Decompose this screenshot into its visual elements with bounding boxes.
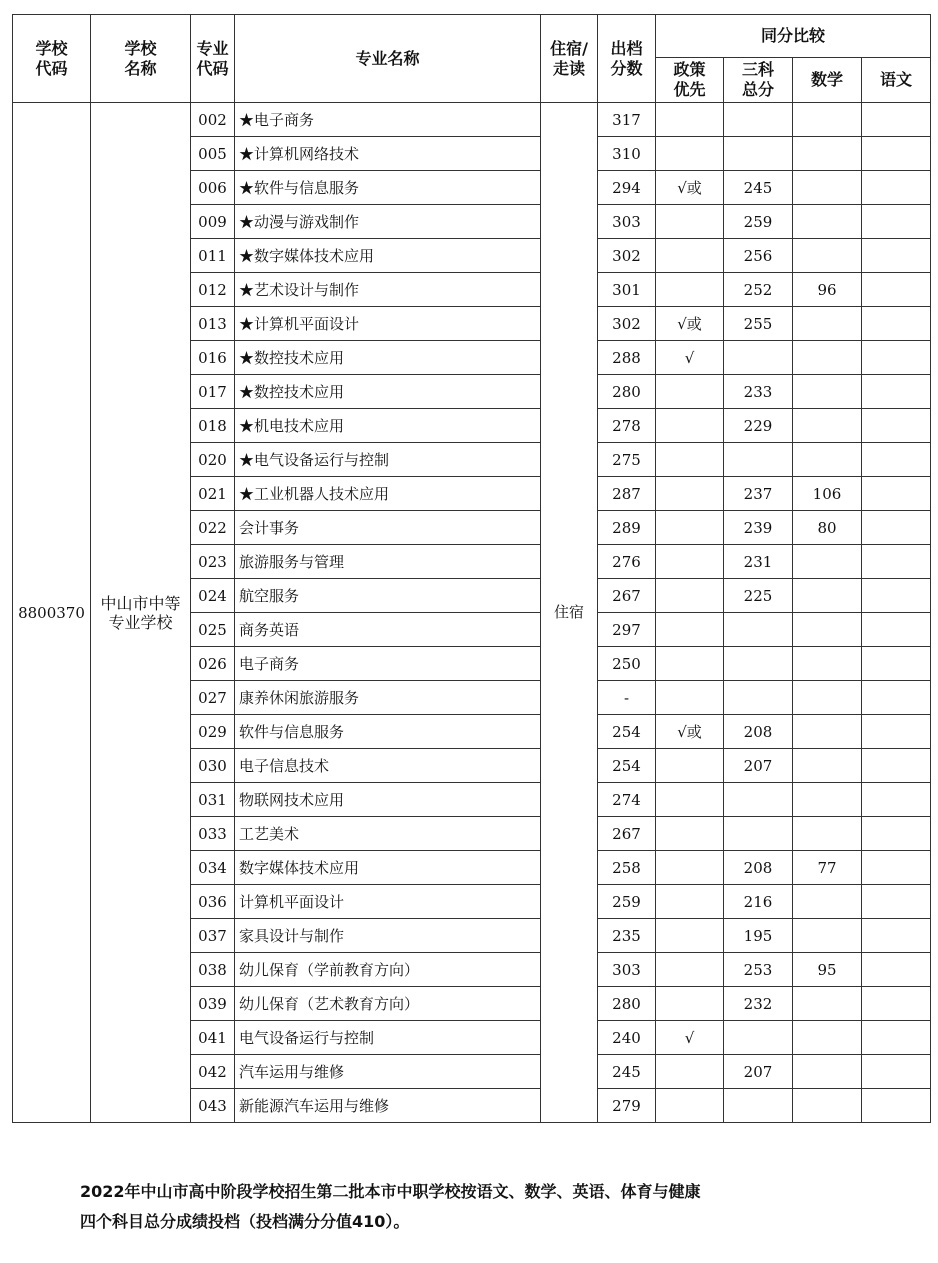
major-name-cell: 幼儿保育（艺术教育方向） [235,987,541,1021]
chinese-cell [862,749,931,783]
score-cell: 259 [598,885,656,919]
policy-cell [656,817,724,851]
score-cell: 303 [598,953,656,987]
major-code-cell: 006 [191,171,235,205]
total3-cell [724,137,793,171]
header-major-code: 专业 代码 [191,15,235,103]
chinese-cell [862,613,931,647]
major-code-cell: 013 [191,307,235,341]
math-cell: 95 [793,953,862,987]
policy-cell [656,443,724,477]
math-cell [793,613,862,647]
total3-cell: 256 [724,239,793,273]
total3-cell: 195 [724,919,793,953]
chinese-cell [862,1089,931,1123]
major-code-cell: 023 [191,545,235,579]
chinese-cell [862,545,931,579]
major-code-cell: 020 [191,443,235,477]
major-code-cell: 039 [191,987,235,1021]
major-code-cell: 038 [191,953,235,987]
major-name-cell: 汽车运用与维修 [235,1055,541,1089]
chinese-cell [862,715,931,749]
major-code-cell: 021 [191,477,235,511]
policy-cell: √ [656,341,724,375]
major-name-cell: 软件与信息服务 [235,715,541,749]
chinese-cell [862,885,931,919]
total3-cell: 216 [724,885,793,919]
total3-cell: 207 [724,1055,793,1089]
footnote [80,1177,900,1237]
score-cell: 258 [598,851,656,885]
policy-cell [656,103,724,137]
total3-cell: 245 [724,171,793,205]
score-cell: 254 [598,749,656,783]
score-cell: 302 [598,307,656,341]
total3-cell: 208 [724,851,793,885]
chinese-cell [862,987,931,1021]
math-cell [793,103,862,137]
math-cell [793,239,862,273]
chinese-cell [862,171,931,205]
total3-cell [724,103,793,137]
header-school-name: 学校 名称 [91,15,191,103]
score-cell: 267 [598,579,656,613]
chinese-cell [862,409,931,443]
header-compare-group: 同分比较 [656,15,931,58]
total3-cell: 239 [724,511,793,545]
major-name-cell: ★计算机平面设计 [235,307,541,341]
footnote-line-2: 四个科目总分成绩投档（投档满分分值410）。 [80,1212,410,1231]
major-name-cell: 幼儿保育（学前教育方向） [235,953,541,987]
major-name-cell: 商务英语 [235,613,541,647]
total3-cell [724,613,793,647]
header-chinese: 语文 [862,58,931,103]
major-name-cell: 家具设计与制作 [235,919,541,953]
score-cell: 279 [598,1089,656,1123]
score-cell: 275 [598,443,656,477]
chinese-cell [862,851,931,885]
total3-cell: 255 [724,307,793,341]
total3-cell: 225 [724,579,793,613]
major-name-cell: ★电气设备运行与控制 [235,443,541,477]
major-code-cell: 024 [191,579,235,613]
math-cell: 80 [793,511,862,545]
policy-cell [656,681,724,715]
major-code-cell: 027 [191,681,235,715]
admission-score-table [12,14,931,1123]
policy-cell [656,749,724,783]
math-cell [793,545,862,579]
policy-cell [656,783,724,817]
policy-cell [656,273,724,307]
major-name-cell: ★工业机器人技术应用 [235,477,541,511]
policy-cell [656,545,724,579]
header-score: 出档 分数 [598,15,656,103]
total3-cell: 231 [724,545,793,579]
math-cell [793,1089,862,1123]
major-name-cell: 旅游服务与管理 [235,545,541,579]
score-cell: 235 [598,919,656,953]
chinese-cell [862,783,931,817]
score-cell: 274 [598,783,656,817]
major-name-cell: ★软件与信息服务 [235,171,541,205]
major-name-cell: 计算机平面设计 [235,885,541,919]
policy-cell [656,851,724,885]
policy-cell [656,375,724,409]
major-name-cell: 电气设备运行与控制 [235,1021,541,1055]
score-cell: 250 [598,647,656,681]
header-math: 数学 [793,58,862,103]
math-cell: 77 [793,851,862,885]
chinese-cell [862,647,931,681]
major-code-cell: 025 [191,613,235,647]
major-code-cell: 041 [191,1021,235,1055]
math-cell: 96 [793,273,862,307]
major-code-cell: 012 [191,273,235,307]
major-name-cell: ★动漫与游戏制作 [235,205,541,239]
major-code-cell: 036 [191,885,235,919]
header-major-name: 专业名称 [235,15,541,103]
math-cell [793,817,862,851]
total3-cell: 208 [724,715,793,749]
policy-cell [656,919,724,953]
major-name-cell: ★计算机网络技术 [235,137,541,171]
score-cell: - [598,681,656,715]
chinese-cell [862,477,931,511]
score-cell: 280 [598,987,656,1021]
math-cell [793,681,862,715]
chinese-cell [862,307,931,341]
chinese-cell [862,1021,931,1055]
header-stay: 住宿/ 走读 [541,15,598,103]
major-name-cell: ★数控技术应用 [235,375,541,409]
major-code-cell: 034 [191,851,235,885]
chinese-cell [862,919,931,953]
score-cell: 267 [598,817,656,851]
header-school-code: 学校 代码 [13,15,91,103]
score-cell: 245 [598,1055,656,1089]
major-code-cell: 005 [191,137,235,171]
chinese-cell [862,205,931,239]
total3-cell: 229 [724,409,793,443]
chinese-cell [862,103,931,137]
math-cell [793,749,862,783]
policy-cell [656,885,724,919]
math-cell [793,307,862,341]
policy-cell [656,205,724,239]
math-cell [793,171,862,205]
school-name-cell [91,103,191,1123]
total3-cell [724,341,793,375]
policy-cell [656,511,724,545]
major-name-cell: 物联网技术应用 [235,783,541,817]
major-code-cell: 031 [191,783,235,817]
header-total3: 三科 总分 [724,58,793,103]
major-name-cell: 电子商务 [235,647,541,681]
total3-cell [724,681,793,715]
chinese-cell [862,341,931,375]
school-name-line: 专业学校 [108,612,173,632]
math-cell [793,783,862,817]
policy-cell [656,1055,724,1089]
policy-cell [656,647,724,681]
math-cell [793,919,862,953]
score-cell: 254 [598,715,656,749]
score-cell: 310 [598,137,656,171]
chinese-cell [862,239,931,273]
major-name-cell: 新能源汽车运用与维修 [235,1089,541,1123]
total3-cell: 253 [724,953,793,987]
math-cell [793,1021,862,1055]
policy-cell [656,1089,724,1123]
math-cell [793,409,862,443]
major-code-cell: 011 [191,239,235,273]
score-cell: 302 [598,239,656,273]
major-name-cell: ★电子商务 [235,103,541,137]
major-name-cell: 电子信息技术 [235,749,541,783]
math-cell [793,341,862,375]
major-code-cell: 022 [191,511,235,545]
major-name-cell: 康养休闲旅游服务 [235,681,541,715]
policy-cell [656,613,724,647]
policy-cell [656,953,724,987]
math-cell [793,715,862,749]
chinese-cell [862,1055,931,1089]
policy-cell: √ [656,1021,724,1055]
footnote-line-1: 2022年中山市高中阶段学校招生第二批本市中职学校按语文、数学、英语、体育与健康 [80,1182,701,1201]
major-code-cell: 016 [191,341,235,375]
policy-cell: √或 [656,715,724,749]
math-cell: 106 [793,477,862,511]
chinese-cell [862,681,931,715]
math-cell [793,443,862,477]
policy-cell [656,987,724,1021]
major-code-cell: 009 [191,205,235,239]
policy-cell: √或 [656,171,724,205]
major-code-cell: 030 [191,749,235,783]
major-name-cell: 会计事务 [235,511,541,545]
chinese-cell [862,137,931,171]
policy-cell [656,239,724,273]
chinese-cell [862,375,931,409]
major-name-cell: ★机电技术应用 [235,409,541,443]
math-cell [793,375,862,409]
score-cell: 278 [598,409,656,443]
score-cell: 288 [598,341,656,375]
total3-cell [724,1089,793,1123]
total3-cell [724,443,793,477]
score-cell: 280 [598,375,656,409]
math-cell [793,885,862,919]
total3-cell: 233 [724,375,793,409]
major-name-cell: ★艺术设计与制作 [235,273,541,307]
header-policy: 政策 优先 [656,58,724,103]
chinese-cell [862,817,931,851]
score-cell: 289 [598,511,656,545]
policy-cell: √或 [656,307,724,341]
major-name-cell: 航空服务 [235,579,541,613]
major-code-cell: 002 [191,103,235,137]
total3-cell [724,647,793,681]
major-code-cell: 042 [191,1055,235,1089]
major-code-cell: 018 [191,409,235,443]
chinese-cell [862,511,931,545]
math-cell [793,205,862,239]
major-name-cell: ★数控技术应用 [235,341,541,375]
score-cell: 294 [598,171,656,205]
table-body [13,103,931,1123]
total3-cell: 237 [724,477,793,511]
school-name-line: 中山市中等 [100,593,181,613]
score-cell: 240 [598,1021,656,1055]
major-code-cell: 026 [191,647,235,681]
math-cell [793,579,862,613]
math-cell [793,137,862,171]
total3-cell: 259 [724,205,793,239]
total3-cell: 207 [724,749,793,783]
major-code-cell: 017 [191,375,235,409]
score-cell: 297 [598,613,656,647]
chinese-cell [862,273,931,307]
math-cell [793,1055,862,1089]
major-name-cell: ★数字媒体技术应用 [235,239,541,273]
score-cell: 301 [598,273,656,307]
policy-cell [656,409,724,443]
policy-cell [656,579,724,613]
chinese-cell [862,953,931,987]
score-cell: 287 [598,477,656,511]
major-code-cell: 037 [191,919,235,953]
major-code-cell: 043 [191,1089,235,1123]
stay-cell: 住宿 [541,103,598,1123]
math-cell [793,647,862,681]
score-cell: 317 [598,103,656,137]
major-name-cell: 工艺美术 [235,817,541,851]
major-code-cell: 029 [191,715,235,749]
total3-cell [724,1021,793,1055]
score-cell: 276 [598,545,656,579]
score-cell: 303 [598,205,656,239]
total3-cell: 232 [724,987,793,1021]
policy-cell [656,477,724,511]
major-code-cell: 033 [191,817,235,851]
policy-cell [656,137,724,171]
total3-cell [724,817,793,851]
major-name-cell: 数字媒体技术应用 [235,851,541,885]
table-row [13,103,931,137]
total3-cell: 252 [724,273,793,307]
school-code-cell: 8800370 [13,103,91,1123]
total3-cell [724,783,793,817]
math-cell [793,987,862,1021]
chinese-cell [862,443,931,477]
chinese-cell [862,579,931,613]
